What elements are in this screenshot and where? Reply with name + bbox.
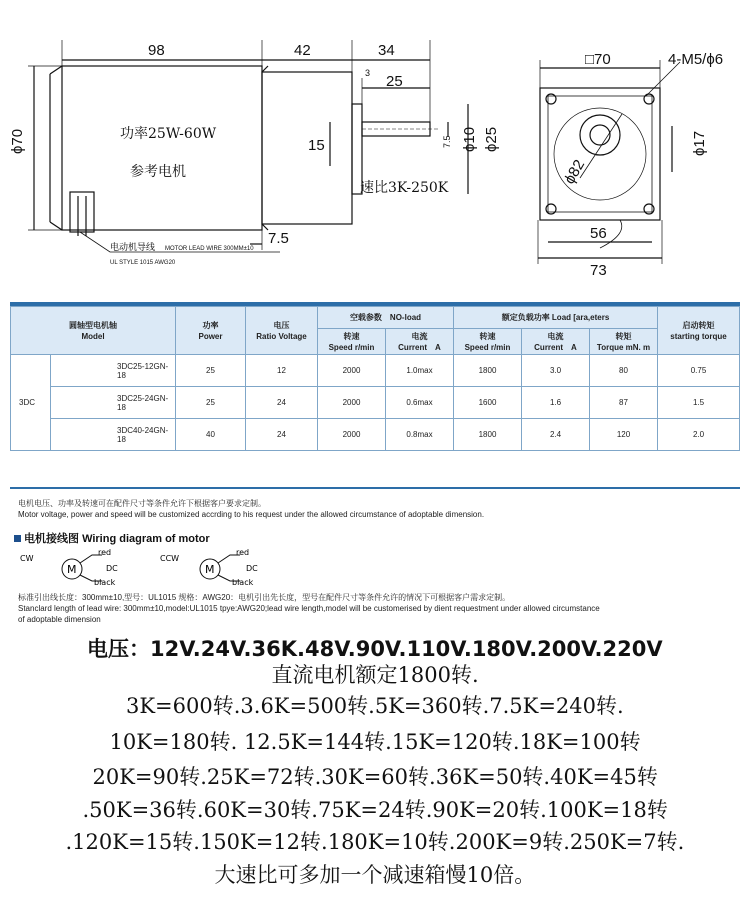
drawing-svg: [0, 0, 750, 295]
dim-42: 42: [294, 42, 311, 59]
motor-dimension-drawing: [0, 0, 750, 295]
dim-phi82: ϕ82: [560, 156, 589, 188]
spec-table: [10, 306, 740, 451]
th-l-speed: 转速 Speed r/min: [454, 329, 522, 355]
dim-56: 56: [590, 225, 607, 242]
reference-motor-label: 参考电机: [130, 164, 186, 180]
th-nl-speed: 转速 Speed r/min: [318, 329, 386, 355]
svg-text:black: black: [232, 578, 254, 587]
wiring-diagram: [20, 545, 300, 590]
th-model: 圆轴型电机轴 Model: [11, 307, 176, 355]
ratio-line-1: 3K=600转.3.6K=500转.5K=360转.7.5K=240转.: [126, 694, 624, 718]
lead-note-en-2: of adoptable dimension: [18, 615, 101, 624]
th-starting: 启动转矩 starting torque: [658, 307, 740, 355]
ratio-line-5: .120K=15转.150K=12转.180K=10转.200K=9转.250K=7转.: [65, 830, 685, 854]
th-nl-current: 电流 Current A: [386, 329, 454, 355]
wiring-title: 电机接线图 Wiring diagram of motor: [14, 530, 210, 546]
th-noload: 空载参数 NO-load: [318, 307, 454, 329]
lead-wire-label-en: MOTOR LEAD WIRE 300MM±10: [165, 246, 254, 252]
series-cell: 3DC: [11, 355, 51, 451]
svg-text:red: red: [98, 548, 112, 557]
table-row: 3DC40-24GN-18 40 24 2000 0.8max 1800 2.4 120 2.0: [11, 419, 740, 451]
lead-note-en-1: Stanclard length of lead wire: 300mm±10,model:UL1015 tpye:AWG20;lead wire length,model will be customerised by dient requestment under allowed circumstance: [18, 604, 600, 613]
ratio-line-4: .50K=36转.60K=30转.75K=24转.90K=20转.100K=18转: [82, 798, 668, 822]
th-l-current: 电流 Current A: [522, 329, 590, 355]
motor-m-icon: M: [67, 563, 77, 576]
motor-m-icon-2: M: [205, 563, 215, 576]
dim-7-5-bottom: 7.5: [268, 230, 289, 247]
ul-style-label: UL STYLE 1015 AWG20: [110, 260, 176, 266]
motor-body-outline: [62, 66, 262, 230]
custom-note-cn: 电机电压、功率及转速可在配件尺寸等条件允许下根据客户要求定制。: [18, 499, 266, 508]
table-row: 3DC 3DC25-12GN-18 25 12 2000 1.0max 1800 3.0 80 0.75: [11, 355, 740, 387]
ccw-label: CCW: [160, 554, 180, 563]
square-bullet-icon: [14, 535, 21, 542]
dim-phi17: ϕ17: [691, 130, 708, 156]
th-load: 额定负载功率 Load [ara,eters: [454, 307, 658, 329]
ratio-label: 速比3K-250K: [360, 180, 449, 196]
dim-34: 34: [378, 42, 395, 59]
extra-gearbox-line: 大速比可多加一个减速箱慢10倍。: [214, 863, 536, 887]
dim-phi10: ϕ10: [461, 126, 478, 152]
ratio-line-3: 20K=90转.25K=72转.30K=60转.36K=50转.40K=45转: [92, 765, 658, 789]
svg-text:DC: DC: [106, 564, 118, 573]
dim-7-5-shaft: 7.5: [442, 135, 452, 148]
dim-square70: □70: [585, 51, 611, 68]
dim-phi70: ϕ70: [9, 128, 26, 154]
th-power: 功率 Power: [176, 307, 246, 355]
th-torque: 转矩 Torque mN. m: [590, 329, 658, 355]
dim-3: 3: [365, 68, 371, 78]
cw-label: CW: [20, 554, 34, 563]
svg-text:red: red: [236, 548, 250, 557]
voltage-line: 电压：12V.24V.36K.48V.90V.110V.180V.200V.220V: [87, 637, 663, 661]
dim-98: 98: [148, 42, 165, 59]
custom-note-en: Motor voltage, power and speed will be customized accrding to his request under the allowed circumstance of adoptable dimension.: [18, 510, 485, 519]
svg-text:DC: DC: [246, 564, 258, 573]
power-label: 功率25W-60W: [120, 126, 217, 142]
lead-wire-label-cn: 电动机导线: [110, 243, 156, 253]
gearbox-outline: [262, 72, 352, 224]
table-bottom-stripe: [10, 487, 740, 489]
dim-25: 25: [386, 73, 403, 90]
rated-speed-line: 直流电机额定1800转.: [271, 663, 479, 687]
dim-15: 15: [308, 137, 325, 154]
th-voltage: 电压 Ratio Voltage: [246, 307, 318, 355]
svg-text:black: black: [94, 578, 116, 587]
dim-73: 73: [590, 262, 607, 279]
dim-holes: 4-M5/ϕ6: [668, 51, 724, 68]
dim-phi25: ϕ25: [483, 126, 500, 152]
ratio-line-2: 10K=180转. 12.5K=144转.15K=120转.18K=100转: [109, 730, 641, 754]
lead-note-cn: 标准引出线长度：300mm±10,型号：UL1015 规格：AWG20：电机引出先长度，型号在配件尺寸等条件允许的情况下可根据客户需求定制。: [18, 593, 511, 602]
table-row: 3DC25-24GN-18 25 24 2000 0.6max 1600 1.6 87 1.5: [11, 387, 740, 419]
front-view-shaft-circle: [580, 115, 620, 155]
